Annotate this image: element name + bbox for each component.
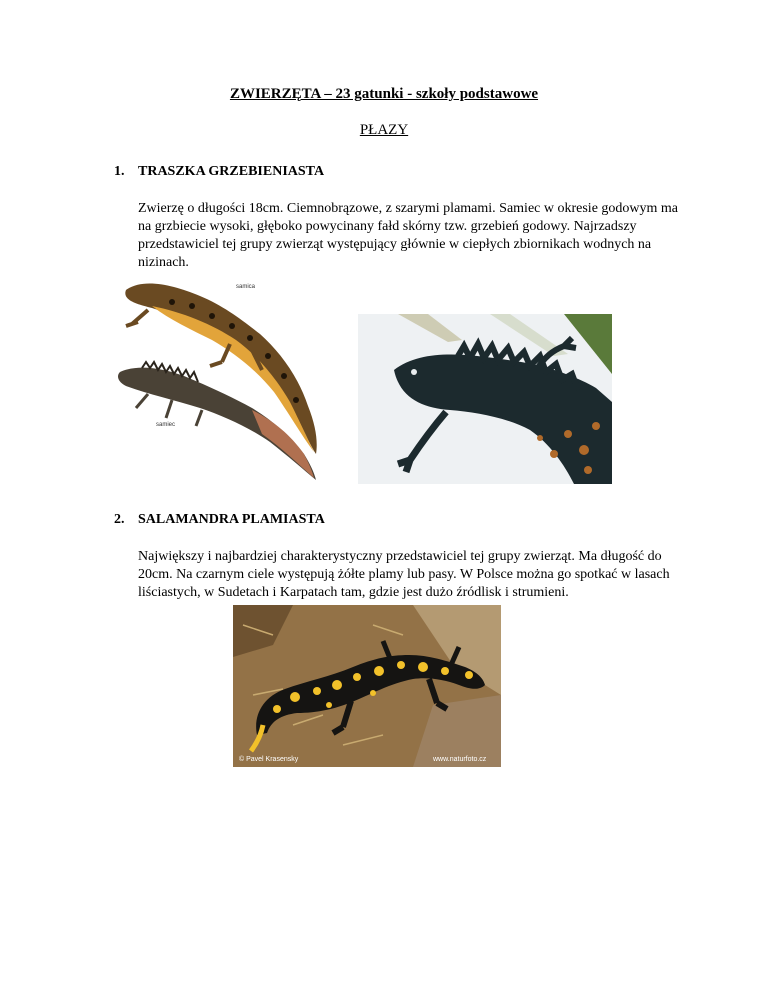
photo-credit: © Pavel Krasensky bbox=[239, 756, 299, 763]
photo-site: www.naturfoto.cz bbox=[433, 756, 487, 763]
section-1-heading bbox=[114, 164, 324, 180]
newt-illustration bbox=[112, 276, 326, 484]
newt-photo bbox=[358, 314, 612, 484]
female-label: samica bbox=[236, 284, 256, 290]
section-1-number: 1. bbox=[114, 164, 125, 179]
section-2-title: SALAMANDRA PLAMIASTA bbox=[138, 512, 325, 527]
salamander-photo bbox=[233, 605, 501, 767]
document-title: ZWIERZĘTA – 23 gatunki - szkoły podstawowe bbox=[229, 86, 539, 102]
section-2-number: 2. bbox=[114, 512, 125, 527]
male-label: samiec bbox=[156, 422, 176, 428]
section-1-paragraph: Zwierzę o długości 18cm. Ciemnobrązowe, z szarymi plamami. Samiec w okresie godowym ma na grzbiecie wysoki, głęboko powycinany fałd skórny tzw. grzebień godowy. Najrzadszy przedstawiciel tej grupy zwierząt występujący głównie w ciepłych zbiornikach wodnych na nizinach. bbox=[138, 201, 679, 270]
section-2-heading bbox=[114, 512, 325, 528]
section-2-paragraph: Największy i najbardziej charakterystyczny przedstawiciel tej grupy zwierząt. Ma długość do 20cm. Na czarnym ciele występują żółte plamy lub pasy. W Polsce można go spotkać w lasach liściastych, w Sudetach i Karpatach tam, gdzie jest dużo źródlisk i strumieni. bbox=[138, 549, 670, 600]
section-1-title: TRASZKA GRZEBIENIASTA bbox=[138, 164, 325, 179]
category-subtitle: PŁAZY bbox=[359, 122, 409, 138]
